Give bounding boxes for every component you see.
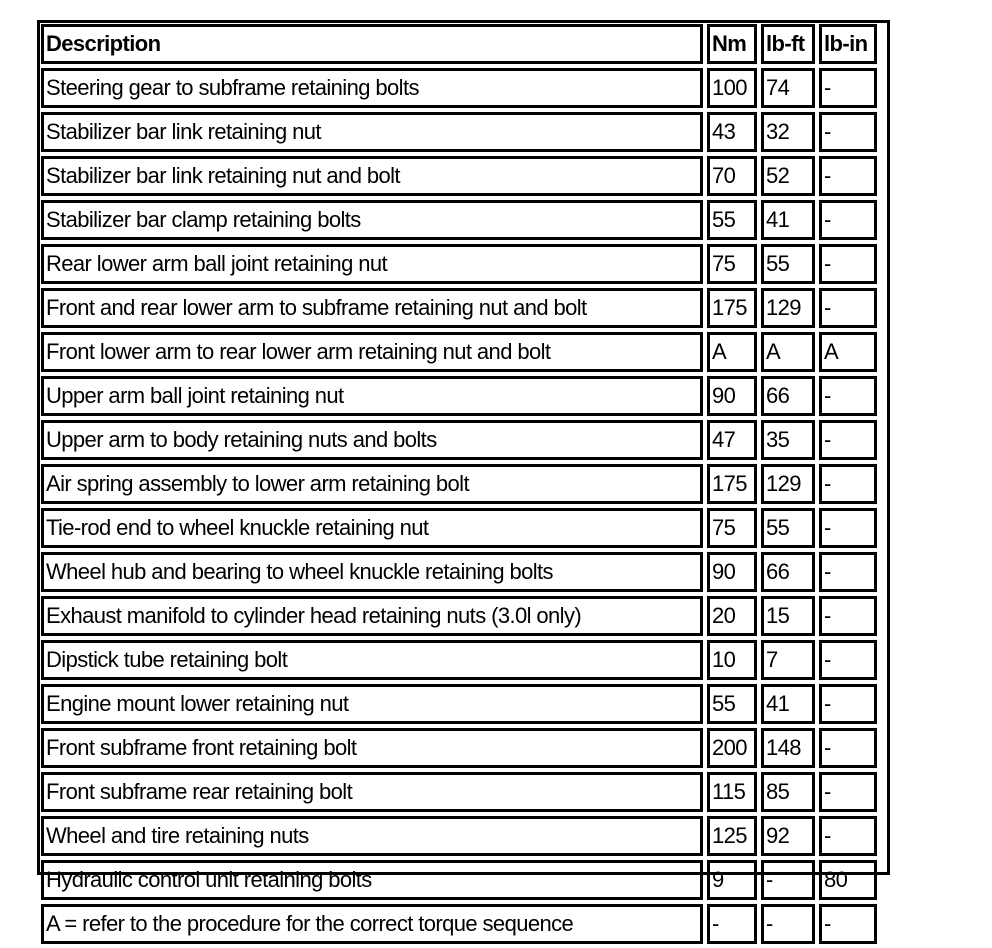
- table-row: [41, 860, 877, 900]
- lb-ft-cell: 66: [761, 376, 815, 416]
- lb-in-cell: -: [819, 552, 877, 592]
- lb-in-cell: -: [819, 376, 877, 416]
- table-row: [41, 244, 877, 284]
- lb-in-cell: -: [819, 728, 877, 768]
- lb-ft-cell: 92: [761, 816, 815, 856]
- lb-in-cell: -: [819, 112, 877, 152]
- nm-cell: A: [707, 332, 757, 372]
- nm-cell: 70: [707, 156, 757, 196]
- table-row: [41, 640, 877, 680]
- table-row: [41, 728, 877, 768]
- lb-in-cell: -: [819, 508, 877, 548]
- table-header-row: [41, 24, 877, 64]
- description-cell: Front subframe front retaining bolt: [41, 728, 703, 768]
- lb-in-cell: A: [819, 332, 877, 372]
- lb-in-cell: -: [819, 244, 877, 284]
- nm-cell: 175: [707, 464, 757, 504]
- description-cell: Upper arm to body retaining nuts and bolts: [41, 420, 703, 460]
- nm-cell: 55: [707, 200, 757, 240]
- description-cell: Stabilizer bar link retaining nut and bolt: [41, 156, 703, 196]
- nm-cell: 200: [707, 728, 757, 768]
- lb-in-cell: -: [819, 68, 877, 108]
- table-row: [41, 288, 877, 328]
- description-cell: Dipstick tube retaining bolt: [41, 640, 703, 680]
- table-row: [41, 772, 877, 812]
- lb-in-cell: -: [819, 816, 877, 856]
- lb-in-cell: -: [819, 904, 877, 944]
- table-row: [41, 200, 877, 240]
- table-row: [41, 420, 877, 460]
- nm-cell: 100: [707, 68, 757, 108]
- lb-in-cell: -: [819, 288, 877, 328]
- lb-ft-cell: 74: [761, 68, 815, 108]
- lb-ft-cell: 85: [761, 772, 815, 812]
- lb-ft-cell: 41: [761, 684, 815, 724]
- table-row: [41, 552, 877, 592]
- table-row: [41, 596, 877, 636]
- description-cell: Exhaust manifold to cylinder head retaining nuts (3.0l only): [41, 596, 703, 636]
- header-nm: Nm: [707, 24, 757, 64]
- description-cell: Front and rear lower arm to subframe retaining nut and bolt: [41, 288, 703, 328]
- description-cell: Steering gear to subframe retaining bolts: [41, 68, 703, 108]
- description-cell: Front subframe rear retaining bolt: [41, 772, 703, 812]
- lb-ft-cell: 32: [761, 112, 815, 152]
- nm-cell: 175: [707, 288, 757, 328]
- nm-cell: 90: [707, 376, 757, 416]
- torque-spec-table: [37, 20, 881, 948]
- table-row: [41, 332, 877, 372]
- table-row: [41, 376, 877, 416]
- lb-ft-cell: 7: [761, 640, 815, 680]
- lb-ft-cell: 52: [761, 156, 815, 196]
- nm-cell: 55: [707, 684, 757, 724]
- nm-cell: 115: [707, 772, 757, 812]
- nm-cell: 75: [707, 244, 757, 284]
- table-row: [41, 464, 877, 504]
- lb-ft-cell: -: [761, 904, 815, 944]
- lb-in-cell: -: [819, 464, 877, 504]
- nm-cell: 43: [707, 112, 757, 152]
- description-cell: Stabilizer bar clamp retaining bolts: [41, 200, 703, 240]
- lb-in-cell: -: [819, 420, 877, 460]
- description-cell: Wheel and tire retaining nuts: [41, 816, 703, 856]
- lb-ft-cell: 35: [761, 420, 815, 460]
- lb-ft-cell: -: [761, 860, 815, 900]
- table-row: [41, 904, 877, 944]
- table-row: [41, 112, 877, 152]
- lb-ft-cell: 55: [761, 508, 815, 548]
- nm-cell: 75: [707, 508, 757, 548]
- table-row: [41, 156, 877, 196]
- nm-cell: 20: [707, 596, 757, 636]
- nm-cell: 47: [707, 420, 757, 460]
- lb-ft-cell: 66: [761, 552, 815, 592]
- lb-in-cell: -: [819, 684, 877, 724]
- lb-ft-cell: 55: [761, 244, 815, 284]
- header-lb-ft: lb-ft: [761, 24, 815, 64]
- lb-in-cell: -: [819, 772, 877, 812]
- lb-ft-cell: 15: [761, 596, 815, 636]
- lb-in-cell: -: [819, 640, 877, 680]
- lb-in-cell: -: [819, 596, 877, 636]
- lb-ft-cell: 129: [761, 464, 815, 504]
- description-cell: Rear lower arm ball joint retaining nut: [41, 244, 703, 284]
- header-description: Description: [41, 24, 703, 64]
- nm-cell: 10: [707, 640, 757, 680]
- description-cell: Engine mount lower retaining nut: [41, 684, 703, 724]
- table-row: [41, 68, 877, 108]
- lb-ft-cell: 41: [761, 200, 815, 240]
- table-row: [41, 684, 877, 724]
- nm-cell: 125: [707, 816, 757, 856]
- description-cell: Tie-rod end to wheel knuckle retaining nut: [41, 508, 703, 548]
- nm-cell: 90: [707, 552, 757, 592]
- lb-in-cell: -: [819, 200, 877, 240]
- lb-ft-cell: A: [761, 332, 815, 372]
- lb-ft-cell: 129: [761, 288, 815, 328]
- lb-in-cell: 80: [819, 860, 877, 900]
- lb-ft-cell: 148: [761, 728, 815, 768]
- nm-cell: 9: [707, 860, 757, 900]
- description-cell: Front lower arm to rear lower arm retaining nut and bolt: [41, 332, 703, 372]
- nm-cell: -: [707, 904, 757, 944]
- description-cell: Wheel hub and bearing to wheel knuckle retaining bolts: [41, 552, 703, 592]
- table-row: [41, 816, 877, 856]
- header-lb-in: lb-in: [819, 24, 877, 64]
- description-cell: Stabilizer bar link retaining nut: [41, 112, 703, 152]
- description-cell: Upper arm ball joint retaining nut: [41, 376, 703, 416]
- description-cell: A = refer to the procedure for the correct torque sequence: [41, 904, 703, 944]
- description-cell: Hydraulic control unit retaining bolts: [41, 860, 703, 900]
- lb-in-cell: -: [819, 156, 877, 196]
- table-row: [41, 508, 877, 548]
- description-cell: Air spring assembly to lower arm retaining bolt: [41, 464, 703, 504]
